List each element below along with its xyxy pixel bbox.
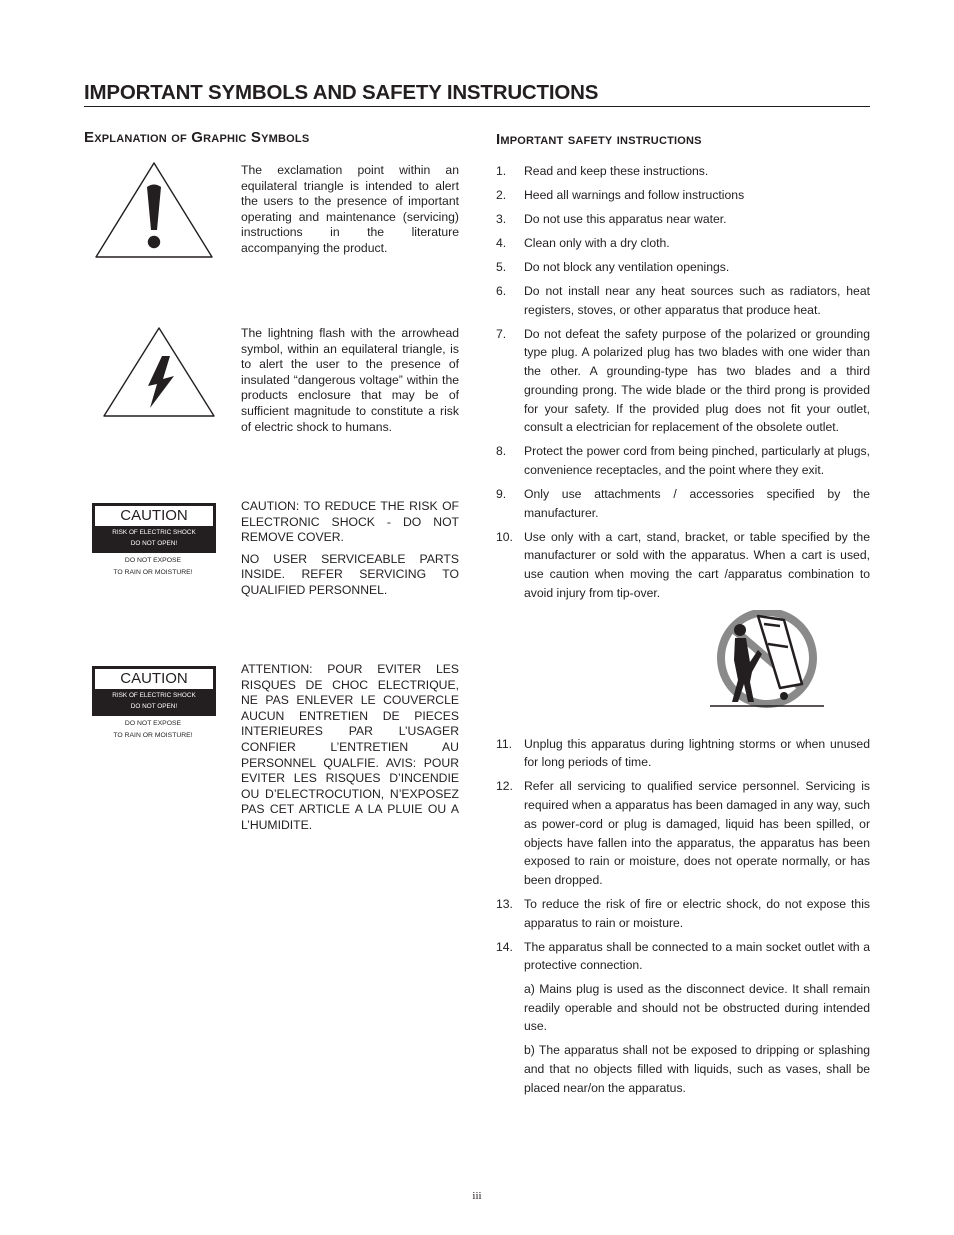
item-text: Unplug this apparatus during lightning storms or when unused for long periods of time. (524, 736, 870, 770)
caution-french-text (241, 662, 459, 840)
list-item (496, 258, 870, 277)
list-item (496, 162, 870, 181)
caution-label-footer (84, 555, 222, 579)
item-text: Only use attachments / accessories specified by the manufacturer. (524, 486, 870, 520)
list-item (496, 528, 870, 603)
item-number: 11. (496, 736, 513, 751)
item-text: Read and keep these instructions. (524, 164, 709, 178)
item-text: Do not block any ventilation openings. (524, 260, 730, 274)
list-item (496, 938, 870, 1098)
caution-label-line-2: DO NOT OPEN! (130, 703, 178, 710)
caution-label-footer (84, 718, 222, 742)
item-number: 6. (496, 284, 507, 298)
list-item (496, 186, 870, 205)
caution-label-image (84, 503, 224, 593)
caution-english-p2: NO USER SERVICEABLE PARTS INSIDE. REFER SERVICING TO QUALIFIED PERSONNEL. (241, 551, 459, 597)
lightning-triangle-icon (84, 324, 224, 425)
item-number: 5. (496, 260, 507, 274)
caution-foot-line-1: DO NOT EXPOSE (124, 720, 182, 727)
item-text: The apparatus shall be connected to a main socket outlet with a protective connection. (524, 939, 870, 973)
item-number: 14. (496, 939, 513, 954)
graphic-symbols-heading: Explanation of Graphic Symbols (84, 129, 310, 146)
item-text: To reduce the risk of fire or electric shock, do not expose this apparatus to rain or moisture. (524, 896, 870, 930)
item-text: Clean only with a dry cloth. (524, 236, 670, 250)
item-number: 12. (496, 779, 513, 794)
list-item (496, 777, 870, 889)
list-item (496, 442, 870, 479)
item-number: 7. (496, 326, 507, 341)
item-number: 13. (496, 896, 513, 911)
caution-label (92, 503, 216, 553)
item-text: Do not defeat the safety purpose of the polarized or grounding type plug. A polarized plug has two blades with one wider than the other. A grounding-type has two blades and a third grounding prong. The wide blade or the third prong is provided for your safety. If the provided plug does not fit your outlet, consult a electrician for replacement of the obsolete outlet. (524, 326, 870, 435)
item-text: Do not use this apparatus near water. (524, 212, 727, 226)
item-number: 2. (496, 188, 507, 202)
caution-label-line-2: DO NOT OPEN! (130, 540, 178, 547)
cart-tip-over-warning-icon (710, 610, 824, 714)
page-number: iii (472, 1190, 482, 1202)
item-number: 4. (496, 236, 507, 250)
caution-label-line-1: RISK OF ELECTRIC SHOCK (112, 692, 196, 699)
caution-english-block (84, 499, 460, 609)
item-number: 9. (496, 486, 507, 501)
caution-label-line-1: RISK OF ELECTRIC SHOCK (112, 529, 196, 536)
list-item (496, 234, 870, 253)
lightning-description: The lightning flash with the arrowhead symbol, within an equilateral triangle, is to alert the user to the presence of insulated “dangerous voltage” within the products enclosure that may be of sufficient magnitude to constitute a risk of electric shock to humans. (241, 326, 459, 434)
item-text: Use only with a cart, stand, bracket, or table specified by the manufacturer or sold with the apparatus. When a cart is used, use caution when moving the cart /apparatus combination to avoid injury from tip-over. (524, 529, 870, 600)
cart-warning-image (496, 606, 870, 729)
item-number: 10. (496, 529, 513, 544)
caution-foot-line-2: TO RAIN OR MOISTURE! (113, 569, 193, 576)
caution-label-title: CAUTION (95, 506, 213, 526)
item-number: 1. (496, 164, 507, 178)
item-text: Heed all warnings and follow instructions (524, 188, 745, 202)
caution-english-p1: CAUTION: TO REDUCE THE RISK OF ELECTRONIC SHOCK - DO NOT REMOVE COVER. (241, 499, 459, 545)
caution-foot-line-2: TO RAIN OR MOISTURE! (113, 732, 193, 739)
caution-french-p1: ATTENTION: POUR EVITER LES RISQUES DE CHOC ELECTRIQUE, NE PAS ENLEVER LE COUVERCLE AUCUN ENTRETIEN DE PIECES INTERIEURES PAR L’USAGER CONFIER L’ENTRETIEN AU PERSONNEL QUALFIE. AVIS: POUR EVITER LES RISQUES D’INCENDIE OU D’ELECTROCUTION, N’EXPOSEZ PAS CET ARTICLE A LA PLUIE OU A L’HUMIDITE. (241, 662, 459, 832)
exclamation-description: The exclamation point within an equilateral triangle is intended to alert the users to the presence of important operating and maintenance (servicing) instructions in the literature accompanying the product. (241, 163, 459, 255)
list-item (496, 735, 870, 772)
caution-label (92, 666, 216, 716)
exclamation-symbol-block (84, 155, 460, 265)
item-text: Protect the power cord from being pinched, particularly at plugs, convenience receptacles, and the point where they exit. (524, 444, 870, 477)
lightning-symbol-block (84, 318, 460, 434)
exclamation-triangle-icon (84, 157, 224, 268)
item-text: Refer all servicing to qualified service personnel. Servicing is required when a apparatus has been damaged in any way, such as power-cord or plug is damaged, liquid has been spilled, or objects have fallen into the apparatus, the apparatus has been exposed to rain or moisture, does not operate normally, or has been dropped. (524, 779, 870, 887)
list-item (496, 282, 870, 319)
page-title: IMPORTANT SYMBOLS AND SAFETY INSTRUCTIONS (84, 80, 870, 107)
caution-label-image-fr (84, 666, 224, 756)
safety-instructions-heading: Important safety instructions (496, 131, 702, 148)
item-14-sub-b: b) The apparatus shall not be exposed to dripping or splashing and that no objects filled with liquids, such as vases, shall be placed near/on the apparatus. (524, 1043, 870, 1095)
list-item (496, 325, 870, 437)
item-number: 3. (496, 212, 507, 226)
list-item (496, 210, 870, 229)
item-number: 8. (496, 444, 507, 459)
item-text: Do not install near any heat sources such as radiators, heat registers, stoves, or other apparatus that produce heat. (524, 284, 870, 317)
item-14-sub-a: a) Mains plug is used as the disconnect device. It shall remain readily operable and should not be obstructed during intended use. (524, 982, 870, 1034)
caution-english-text (241, 499, 459, 605)
caution-label-title: CAUTION (95, 669, 213, 689)
caution-foot-line-1: DO NOT EXPOSE (124, 557, 182, 564)
safety-instructions-list (496, 162, 870, 1097)
list-item (496, 895, 870, 932)
list-item (496, 485, 870, 522)
caution-french-block (84, 662, 460, 842)
